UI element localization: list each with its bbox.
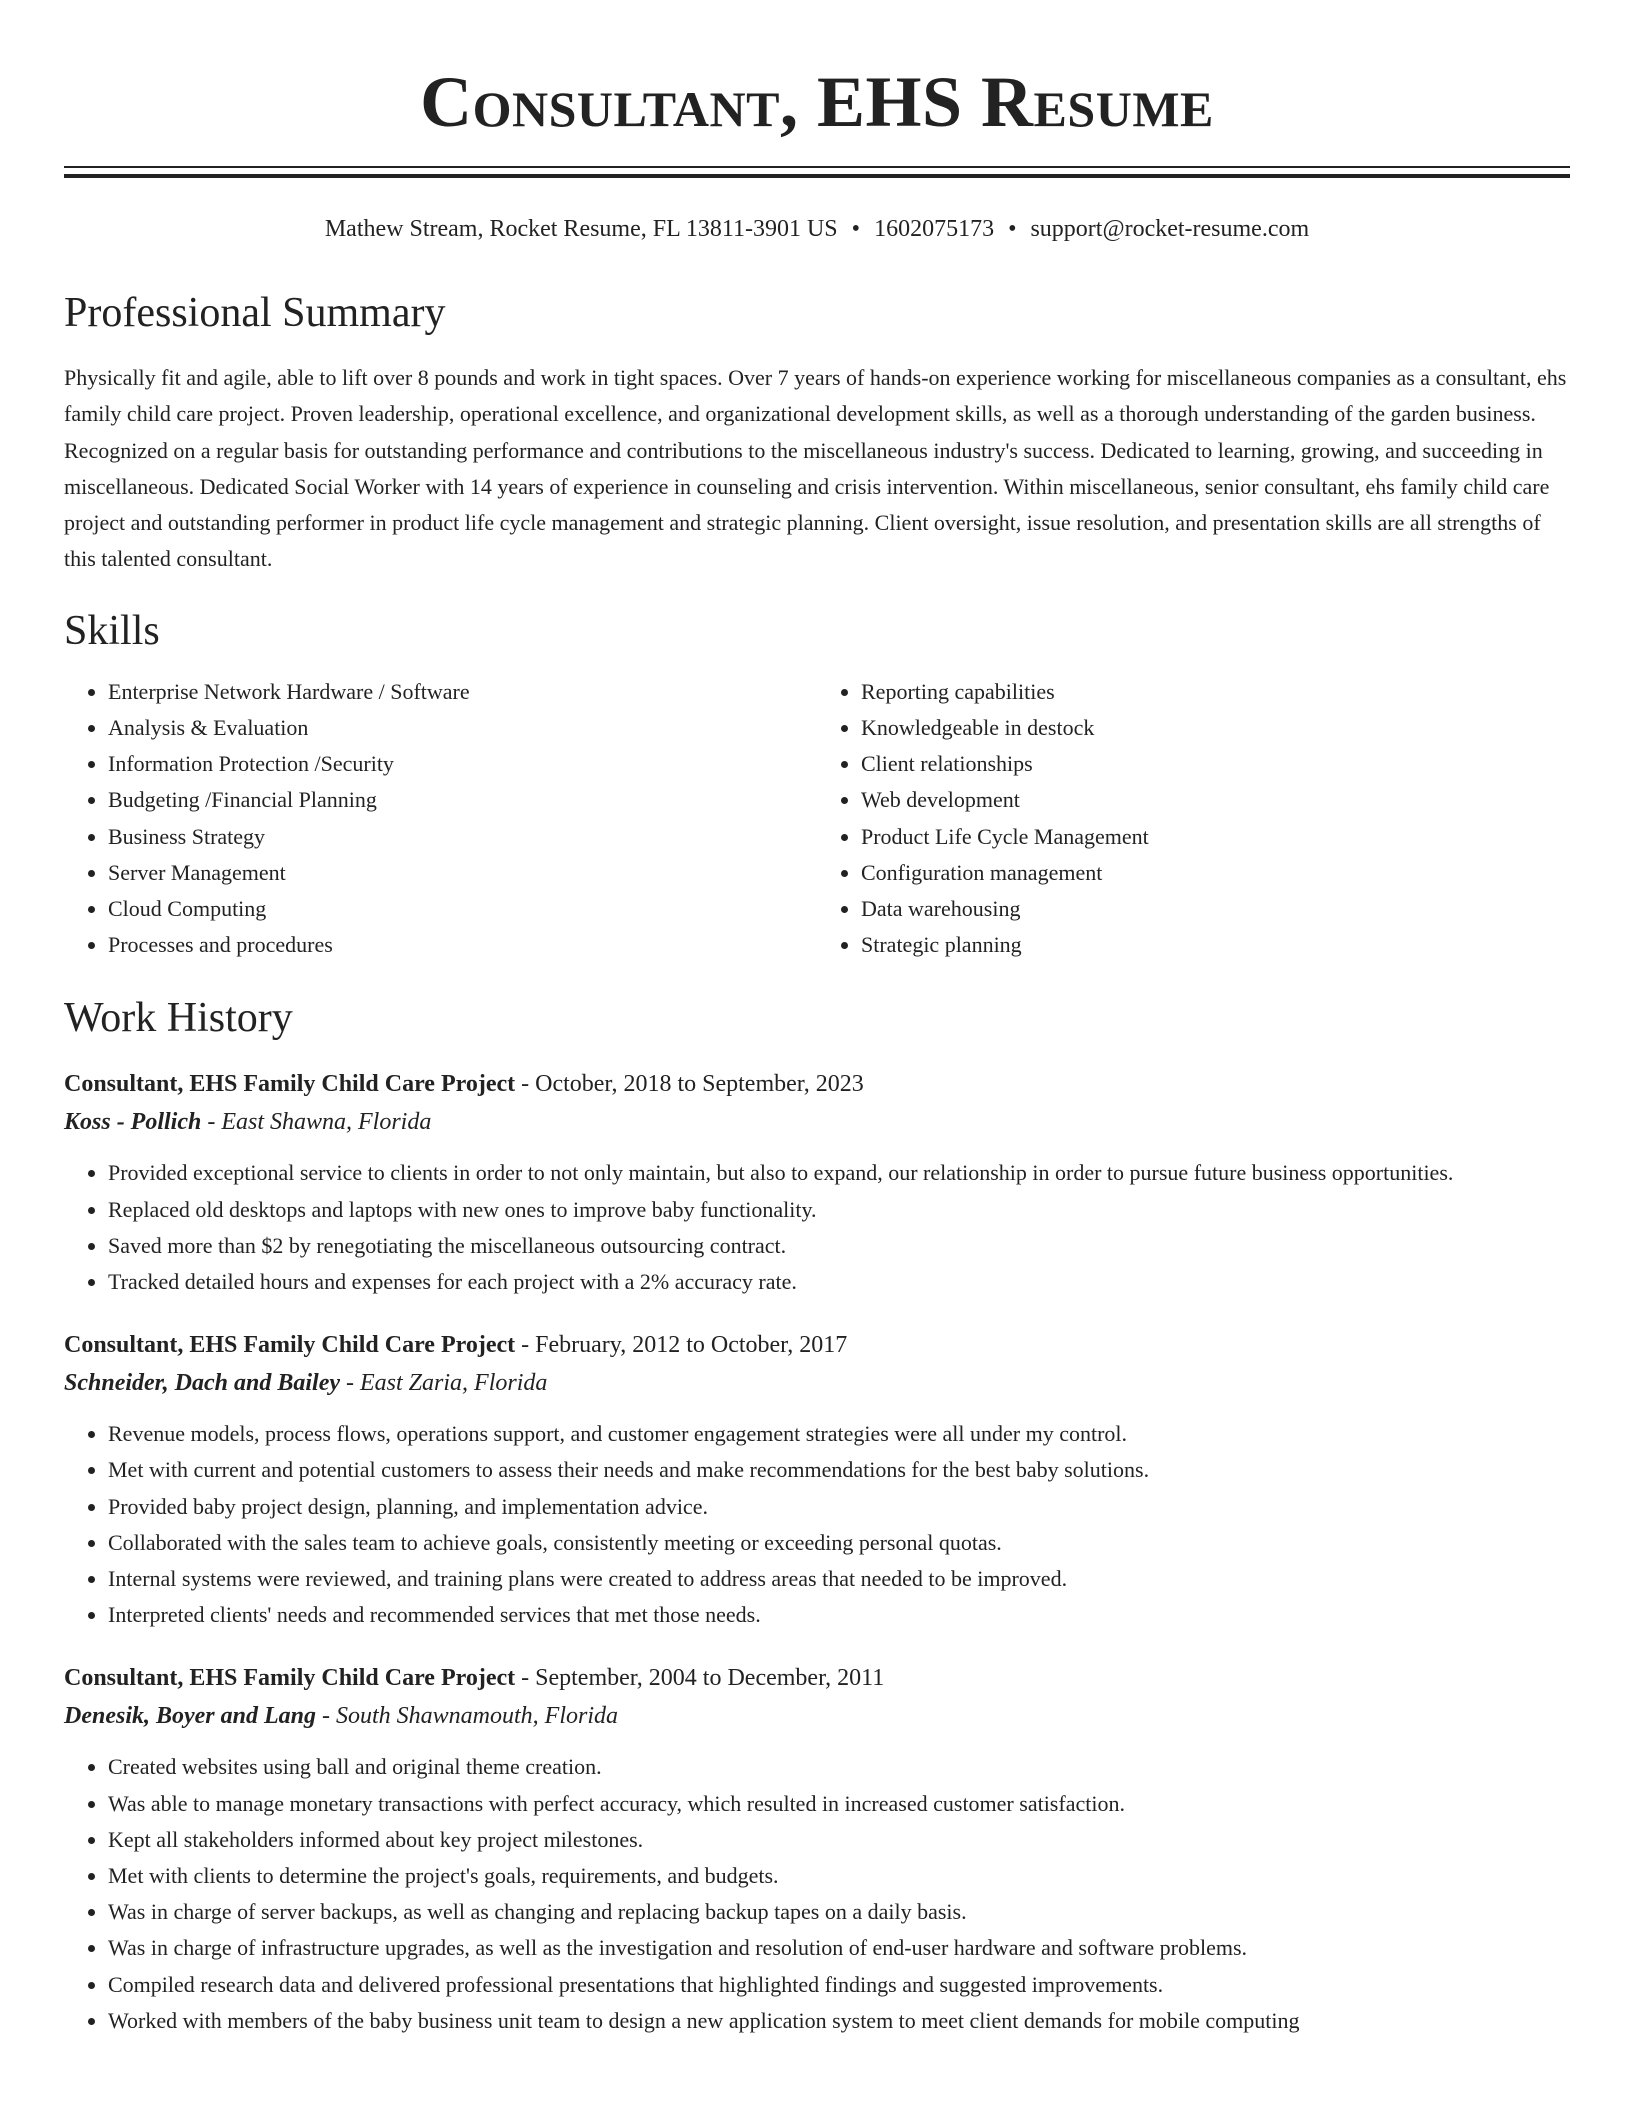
job-bullet: • Worked with members of the baby business unit team to design a new application system to meet client demands for mobile computing [108, 2003, 1570, 2039]
job-bullets [64, 1416, 1570, 1633]
job-company: Schneider, Dach and Bailey [64, 1370, 341, 1397]
skills-column-right [817, 674, 1570, 964]
skill-item: • Product Life Cycle Management [861, 819, 1570, 855]
job-location: - East Shawna, Florida [201, 1109, 432, 1136]
resume-page [64, 0, 1570, 2039]
job-bullet: • Internal systems were reviewed, and training plans were created to address areas that needed to be improved. [108, 1561, 1570, 1597]
resume-title: Consultant, EHS Resume [420, 62, 1214, 142]
skill-item: • Web development [861, 782, 1570, 818]
job-bullet: • Was in charge of infrastructure upgrades, as well as the investigation and resolution of end-user hardware and software problems. [108, 1930, 1570, 1966]
job-bullet: • Was able to manage monetary transactions with perfect accuracy, which resulted in increased customer satisfaction. [108, 1786, 1570, 1822]
work-history-heading: Work History [64, 995, 293, 1042]
job-dates: - September, 2004 to December, 2011 [515, 1665, 885, 1692]
skills-list [64, 674, 1570, 964]
skills-column-left [64, 674, 817, 964]
job-bullet: • Compiled research data and delivered professional presentations that highlighted findings and suggested improvements. [108, 1967, 1570, 2003]
job-company-line [64, 1697, 1570, 1735]
job-company-line [64, 1364, 1570, 1402]
summary-text: Physically fit and agile, able to lift over 8 pounds and work in tight spaces. Over 7 years of hands-on experience working for miscellaneous companies as a consultant, ehs family child care project. Proven leadership, operational excellence, and organizational development skills, as well as a thorough understanding of the garden business. Recognized on a regular basis for outstanding performance and contributions to the miscellaneous industry's success. Dedicated to learning, growing, and succeeding in miscellaneous. Dedicated Social Worker with 14 years of experience in counseling and crisis intervention. Within miscellaneous, senior consultant, ehs family child care project and outstanding performer in product life cycle management and strategic planning. Client oversight, issue resolution, and presentation skills are all strengths of this talented consultant. [64, 365, 1567, 572]
skill-item: • Data warehousing [861, 891, 1570, 927]
skill-item: • Knowledgeable in destock [861, 710, 1570, 746]
skill-item: • Configuration management [861, 855, 1570, 891]
job-company: Koss - Pollich [64, 1109, 202, 1136]
job-location: - South Shawnamouth, Florida [316, 1703, 619, 1730]
contact-phone: 1602075173 [874, 216, 995, 242]
job-bullet: • Collaborated with the sales team to achieve goals, consistently meeting or exceeding personal quotas. [108, 1525, 1570, 1561]
skill-item: • Business Strategy [108, 819, 817, 855]
job-position: Consultant, EHS Family Child Care Project [64, 1665, 516, 1692]
skill-item: • Client relationships [861, 746, 1570, 782]
contact-address: Mathew Stream, Rocket Resume, FL 13811-3901 US [324, 216, 838, 242]
job-title-line [64, 1065, 1570, 1103]
job-bullet: • Revenue models, process flows, operations support, and customer engagement strategies were all under my control. [108, 1416, 1570, 1452]
skill-item: • Cloud Computing [108, 891, 817, 927]
job-bullet: • Met with current and potential customers to assess their needs and make recommendations for the best baby solutions. [108, 1452, 1570, 1488]
title-divider-thin [64, 166, 1570, 168]
job-entry [64, 1659, 1570, 2039]
contact-line [64, 214, 1570, 244]
job-position: Consultant, EHS Family Child Care Project [64, 1071, 516, 1098]
job-bullet: • Replaced old desktops and laptops with new ones to improve baby functionality. [108, 1192, 1570, 1228]
skills-heading: Skills [64, 607, 160, 654]
job-bullets [64, 1749, 1570, 2039]
job-company: Denesik, Boyer and Lang [64, 1703, 316, 1730]
job-position: Consultant, EHS Family Child Care Project [64, 1332, 516, 1359]
job-bullet: • Was in charge of server backups, as well as changing and replacing backup tapes on a daily basis. [108, 1894, 1570, 1930]
contact-separator: • [1008, 216, 1017, 242]
contact-separator: • [851, 216, 861, 242]
job-bullet: • Met with clients to determine the project's goals, requirements, and budgets. [108, 1858, 1570, 1894]
job-bullets [64, 1155, 1570, 1300]
job-bullet: • Created websites using ball and original theme creation. [108, 1749, 1570, 1785]
job-title-line [64, 1326, 1570, 1364]
job-dates: - February, 2012 to October, 2017 [515, 1332, 848, 1359]
job-entry [64, 1326, 1570, 1633]
job-title-line [64, 1659, 1570, 1697]
skill-item: • Reporting capabilities [861, 674, 1570, 710]
job-bullet: • Interpreted clients' needs and recommended services that met those needs. [108, 1597, 1570, 1633]
skill-item: • Strategic planning [861, 927, 1570, 963]
job-bullet: • Provided baby project design, planning, and implementation advice. [108, 1489, 1570, 1525]
job-bullet: • Provided exceptional service to clients in order to not only maintain, but also to expand, our relationship in order to pursue future business opportunities. [108, 1155, 1570, 1191]
job-bullet: • Saved more than $2 by renegotiating the miscellaneous outsourcing contract. [108, 1228, 1570, 1264]
skill-item: • Budgeting /Financial Planning [108, 782, 817, 818]
job-location: - East Zaria, Florida [340, 1370, 548, 1397]
job-entry [64, 1065, 1570, 1300]
title-divider-thick [64, 174, 1570, 178]
summary-heading: Professional Summary [64, 290, 446, 336]
job-bullet: • Tracked detailed hours and expenses for each project with a 2% accuracy rate. [108, 1264, 1570, 1300]
skill-item: • Server Management [108, 855, 817, 891]
contact-email[interactable]: support@rocket-resume.com [1030, 216, 1310, 242]
skill-item: • Analysis & Evaluation [108, 710, 817, 746]
job-bullet: • Kept all stakeholders informed about key project milestones. [108, 1822, 1570, 1858]
skill-item: • Processes and procedures [108, 927, 817, 963]
job-dates: - October, 2018 to September, 2023 [515, 1071, 864, 1098]
skill-item: • Information Protection /Security [108, 746, 817, 782]
job-company-line [64, 1103, 1570, 1141]
skill-item: • Enterprise Network Hardware / Software [108, 674, 817, 710]
